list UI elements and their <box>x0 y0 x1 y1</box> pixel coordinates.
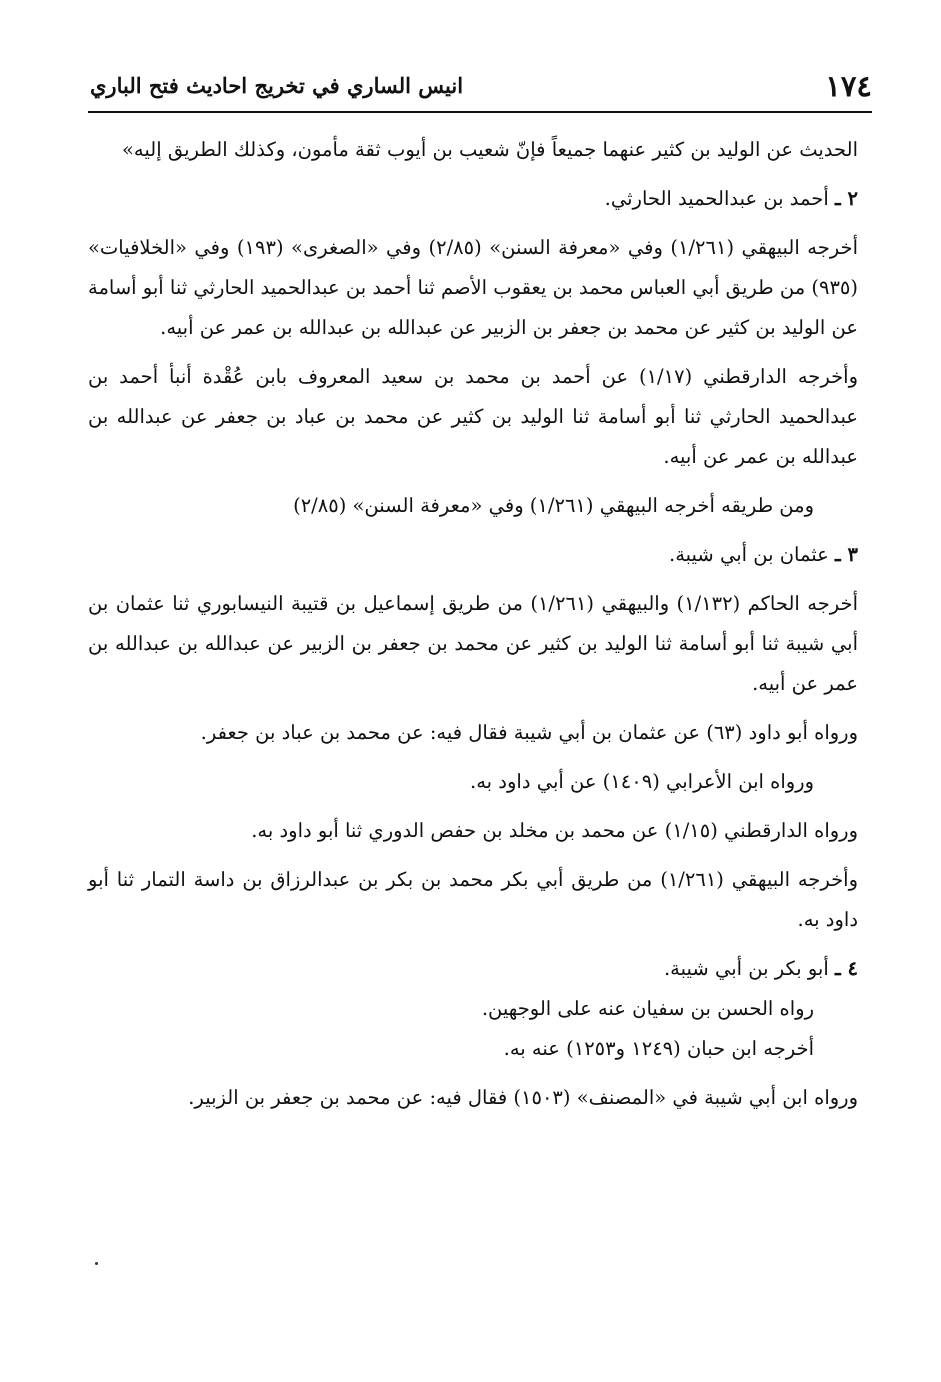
paragraph: رواه الحسن بن سفيان عنه على الوجهين. <box>481 997 814 1020</box>
page-number: ١٧٤ <box>825 69 872 103</box>
paragraph: ومن طريقه أخرجه البيهقي (١/٢٦١) وفي «معرفة السنن» (٢/٨٥) <box>293 494 814 517</box>
paragraph: ورواه أبو داود (٦٣) عن عثمان بن أبي شيبة فقال فيه: عن محمد بن عباد بن جعفر. <box>200 721 858 744</box>
paragraph: ورواه ابن الأعرابي (١٤٠٩) عن أبي داود به. <box>470 770 814 793</box>
running-header <box>88 66 872 106</box>
paragraph: وأخرجه البيهقي (١/٢٦١) من طريق أبي بكر محمد بن بكر بن عبدالرزاق بن داسة التمار ثنا أبو داود به. <box>88 868 858 931</box>
item-title: أحمد بن عبدالحميد الحارثي. <box>604 187 829 210</box>
item-number: ٤ ـ <box>835 957 858 980</box>
paragraph: أخرجه الحاكم (١/١٣٢) والبيهقي (١/٢٦١) من طريق إسماعيل بن قتيبة النيسابوري ثنا عثمان بن أبي شيبة ثنا أبو أسامة ثنا الوليد بن كثير عن محمد بن جعفر بن الزبير عن عبدالله بن عبدالله بن عمر عن أبيه. <box>88 592 858 695</box>
paragraph: ورواه الدارقطني (١/١٥) عن محمد بن مخلد بن حفص الدوري ثنا أبو داود به. <box>251 819 858 842</box>
paragraph: أخرجه البيهقي (١/٢٦١) وفي «معرفة السنن» (٢/٨٥) وفي «الصغرى» (١٩٣) وفي «الخلافيات» (٩٣٥) من طريق أبي العباس محمد بن يعقوب الأصم ثنا أحمد بن عبدالحميد الحارثي ثنا أبو أسامة عن الوليد بن كثير عن محمد بن جعفر بن الزبير عن عبدالله بن عبدالله بن عمر عن أبيه. <box>88 236 859 339</box>
paragraph: الحديث عن الوليد بن كثير عنهما جميعاً فإنّ شعيب بن أيوب ثقة مأمون، وكذلك الطريق إليه» <box>122 138 858 161</box>
running-title: انيس الساري في تخريج احاديث فتح الباري <box>90 73 464 98</box>
paragraph: وأخرجه الدارقطني (١/١٧) عن أحمد بن محمد بن سعيد المعروف بابن عُقْدة أنبأ أحمد بن عبدالحميد الحارثي ثنا أبو أسامة ثنا الوليد بن كثير عن محمد بن عباد بن جعفر عن عبدالله بن عبدالله بن عمر عن أبيه. <box>88 365 858 468</box>
header-rule <box>88 111 872 113</box>
numbered-item-heading <box>88 535 858 575</box>
paragraph: أخرجه ابن حبان (١٢٤٩ و١٢٥٣) عنه به. <box>503 1037 814 1060</box>
numbered-item-heading <box>88 949 858 989</box>
scan-speck <box>95 1262 98 1265</box>
paragraph: ورواه ابن أبي شيبة في «المصنف» (١٥٠٣) فقال فيه: عن محمد بن جعفر بن الزبير. <box>188 1086 858 1109</box>
item-title: عثمان بن أبي شيبة. <box>669 543 829 566</box>
page-body <box>88 130 858 1350</box>
item-number: ٣ ـ <box>835 543 858 566</box>
item-title: أبو بكر بن أبي شيبة. <box>663 957 829 980</box>
item-number: ٢ ـ <box>835 187 858 210</box>
numbered-item-heading <box>88 179 858 219</box>
